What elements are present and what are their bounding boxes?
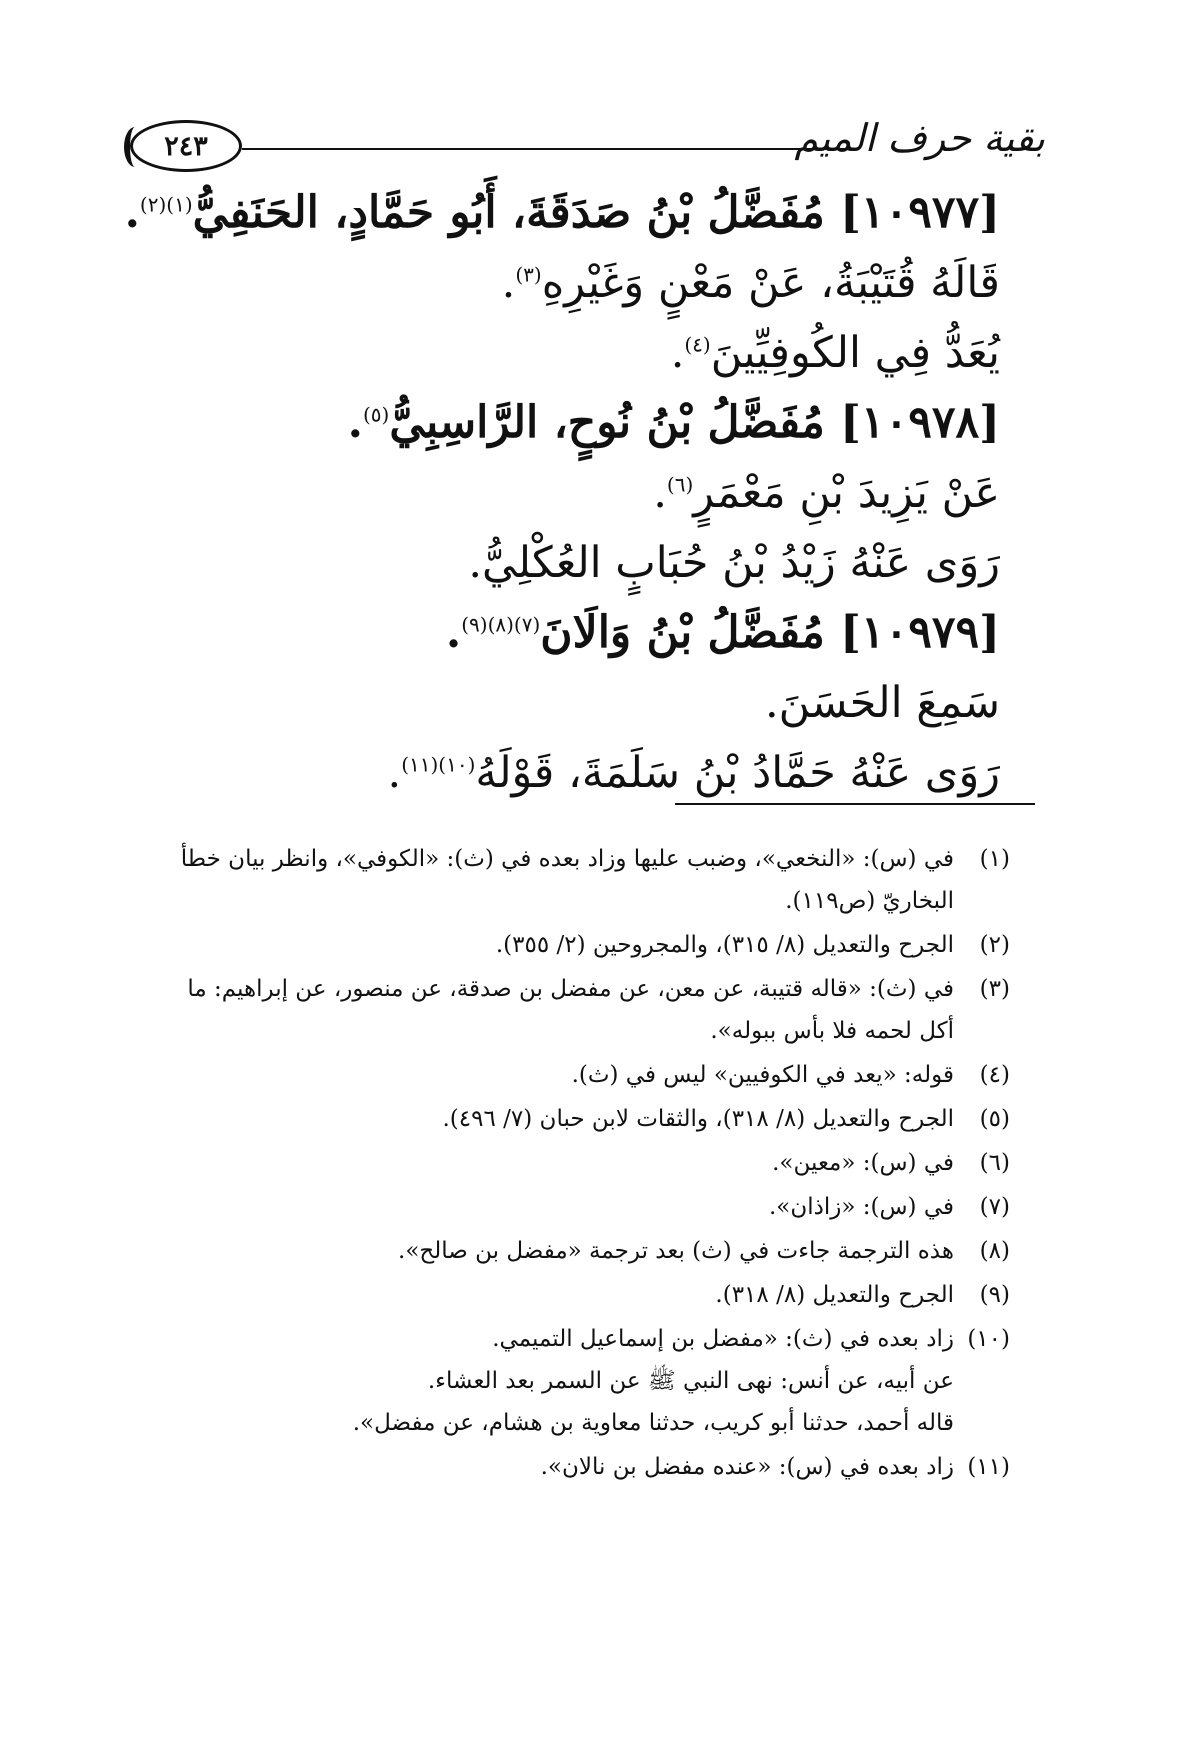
line-text: [١٠٩٧٨] مُفَضَّلُ بْنُ نُوحٍ، الرَّاسِبِيُّ [389, 397, 1000, 448]
entry-line-10978 [130, 388, 1000, 458]
line-end: . [670, 328, 685, 378]
footnote-number: (١) [979, 846, 1010, 872]
footnote-11 [148, 1446, 1010, 1488]
line-end: . [445, 607, 462, 658]
footnote-number: (١١) [967, 1454, 1010, 1480]
footnote-number: (٨) [979, 1238, 1010, 1264]
footnote-number: (٣) [979, 976, 1010, 1002]
line-text: سَمِعَ الحَسَنَ [778, 678, 1000, 728]
line-end: . [764, 678, 779, 728]
footnote-text: زاد بعده في (س): «عنده مفضل بن نالان». [540, 1454, 954, 1480]
page-number: ٢٤٣ [164, 130, 208, 162]
body-line [130, 318, 1000, 388]
footnote-1 [148, 838, 1010, 922]
footnote-body [148, 1318, 954, 1444]
footnote-refs: (٤) [684, 332, 711, 357]
footnote-number: (٦) [979, 1150, 1010, 1176]
line-text: عَنْ يَزِيدَ بْنِ مَعْمَرٍ [693, 468, 1000, 518]
entry-line-10979 [130, 598, 1000, 668]
footnote-body [148, 1054, 954, 1096]
line-end: . [501, 258, 516, 308]
footnote-text: في (س): «زاذان». [768, 1194, 954, 1220]
footnote-body [148, 1274, 954, 1316]
footnote-text: زاد بعده في (ث): «مفضل بن إسماعيل التميمي. [492, 1326, 954, 1352]
header-rule [242, 148, 855, 150]
running-title: بقية حرف الميم [794, 116, 1045, 160]
body-line [130, 528, 1000, 598]
footnote-body [148, 838, 954, 922]
line-text: يُعَدُّ فِي الكُوفِيِّينَ [710, 328, 1000, 378]
footnote-6 [148, 1142, 1010, 1184]
main-text [124, 178, 1000, 808]
footnote-text: الجرح والتعديل (٨/ ٣١٨)، والثقات لابن حبان (٧/ ٤٩٦). [442, 1106, 954, 1132]
footnote-text: الجرح والتعديل (٨/ ٣١٨). [715, 1282, 954, 1308]
footnotes [148, 838, 1010, 1490]
footnote-3 [148, 968, 1010, 1052]
footnote-body [148, 1098, 954, 1140]
footnote-10 [148, 1318, 1010, 1444]
page-number-badge [130, 120, 242, 172]
entry-line-10977 [124, 178, 1000, 248]
footnote-refs: (٣) [515, 262, 542, 287]
body-line [130, 738, 1000, 808]
footnote-refs: (٧)(٨)(٩) [461, 612, 541, 637]
body-line [130, 668, 1000, 738]
footnote-number: (٧) [979, 1194, 1010, 1220]
line-end: . [653, 468, 667, 518]
line-end: . [124, 187, 140, 238]
footnote-body [148, 1446, 954, 1488]
line-end: . [347, 397, 363, 448]
line-text: رَوَى عَنْهُ حَمَّادُ بْنُ سَلَمَةَ، قَوْلَهُ [475, 748, 1000, 798]
footnote-9 [148, 1274, 1010, 1316]
line-text: [١٠٩٧٩] مُفَضَّلُ بْنُ وَالَانَ [540, 607, 1000, 658]
page-header [130, 112, 1045, 182]
footnote-continuation: قاله أحمد، حدثنا أبو كريب، حدثنا معاوية بن هشام، عن مفضل». [352, 1410, 954, 1436]
footnote-text: قوله: «يعد في الكوفيين» ليس في (ث). [571, 1062, 954, 1088]
line-end: . [468, 538, 483, 588]
footnote-number: (١٠) [967, 1326, 1010, 1352]
line-text: قَالَهُ قُتَيْبَةُ، عَنْ مَعْنٍ وَغَيْرِهِ [541, 258, 1000, 308]
footnote-continuation: عن أبيه، عن أنس: نهى النبي ﷺ عن السمر بعد العشاء. [427, 1368, 954, 1394]
footnote-refs: (٦) [666, 472, 694, 497]
footnote-text: في (ث): «قاله قتيبة، عن معن، عن مفضل بن صدقة، عن منصور، عن إبراهيم: ما أكل لحمه فلا بأس ببوله». [187, 976, 954, 1044]
footnote-text: في (س): «معين». [772, 1150, 954, 1176]
footnote-4 [148, 1054, 1010, 1096]
footnote-body [148, 968, 954, 1052]
footnote-7 [148, 1186, 1010, 1228]
footnote-number: (٥) [979, 1106, 1010, 1132]
footnote-refs: (٥) [362, 402, 390, 427]
footnote-body [148, 1230, 954, 1272]
footnote-number: (٢) [979, 932, 1010, 958]
footnote-refs: (١٠)(١١) [401, 752, 476, 777]
footnote-text: في (س): «النخعي»، وضبب عليها وزاد بعده في (ث): «الكوفي»، وانظر بيان خطأ البخاريّ (ص١١٩). [180, 846, 954, 914]
footnote-number: (٩) [979, 1282, 1010, 1308]
line-text: رَوَى عَنْهُ زَيْدُ بْنُ حُبَابٍ العُكْلِيُّ [482, 538, 1000, 588]
footnote-separator [675, 803, 1035, 805]
line-end: . [387, 748, 402, 798]
footnote-5 [148, 1098, 1010, 1140]
footnote-refs: (١)(٢) [139, 192, 193, 217]
footnote-body [148, 924, 954, 966]
footnote-2 [148, 924, 1010, 966]
line-text: [١٠٩٧٧] مُفَضَّلُ بْنُ صَدَقَةَ، أَبُو حَمَّادٍ، الحَنَفِيُّ [192, 187, 1000, 238]
footnote-body [148, 1142, 954, 1184]
footnote-number: (٤) [979, 1062, 1010, 1088]
footnote-text: الجرح والتعديل (٨/ ٣١٥)، والمجروحين (٢/ ٣٥٥). [495, 932, 954, 958]
footnote-8 [148, 1230, 1010, 1272]
footnote-body [148, 1186, 954, 1228]
body-line [130, 248, 1000, 318]
footnote-text: هذه الترجمة جاءت في (ث) بعد ترجمة «مفضل بن صالح». [398, 1238, 954, 1264]
body-line [130, 458, 1000, 528]
